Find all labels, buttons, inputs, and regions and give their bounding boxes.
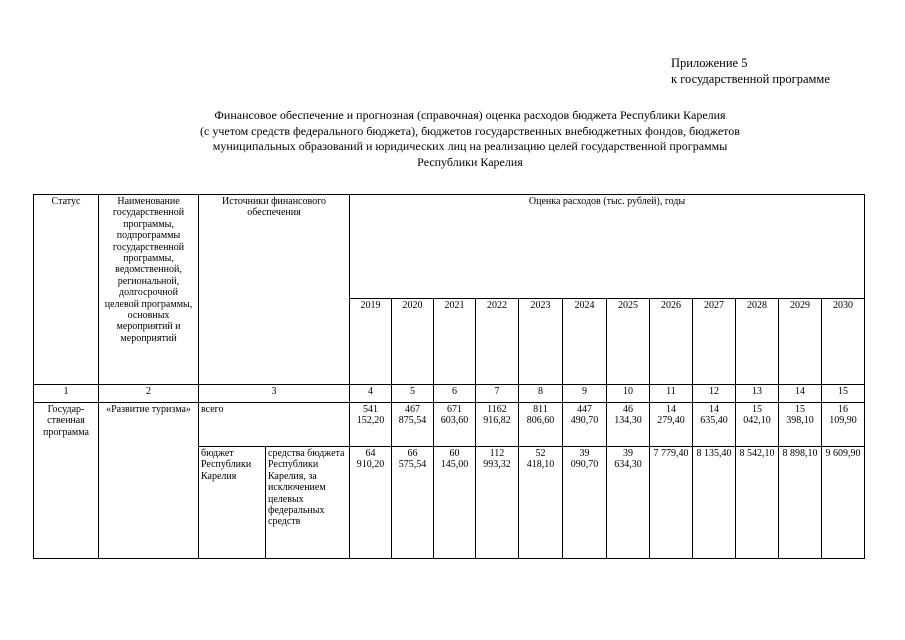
year-header: 2029 [779, 299, 822, 385]
budget-value: 112 993,32 [476, 447, 519, 559]
budget-value: 8 135,40 [693, 447, 736, 559]
column-numbers-row [34, 385, 865, 403]
column-number: 3 [199, 385, 350, 403]
column-number: 15 [822, 385, 865, 403]
appendix-line-2: к государственной программе [671, 72, 830, 86]
column-number: 14 [779, 385, 822, 403]
table-row-total [34, 403, 865, 447]
title-line-3: муниципальных образований и юридических лиц на реализацию целей государственной программы [212, 139, 728, 153]
total-value: 15 398,10 [779, 403, 822, 447]
budget-value: 64 910,20 [350, 447, 392, 559]
column-number: 5 [392, 385, 434, 403]
year-header: 2022 [476, 299, 519, 385]
total-value: 541 152,20 [350, 403, 392, 447]
column-number: 1 [34, 385, 99, 403]
appendix-line-1: Приложение 5 [671, 56, 748, 70]
title-line-4: Республики Карелия [417, 154, 523, 169]
total-value: 811 806,60 [519, 403, 563, 447]
budget-value: 8 898,10 [779, 447, 822, 559]
budget-value: 60 145,00 [434, 447, 476, 559]
total-value: 447 490,70 [563, 403, 607, 447]
year-header: 2023 [519, 299, 563, 385]
title-line-1: Финансовое обеспечение и прогнозная (справочная) оценка расходов бюджета Республики Карелия [214, 108, 726, 122]
column-number: 13 [736, 385, 779, 403]
column-number: 6 [434, 385, 476, 403]
year-header: 2030 [822, 299, 865, 385]
document-title [120, 108, 820, 170]
column-number: 4 [350, 385, 392, 403]
budget-value: 39 090,70 [563, 447, 607, 559]
budget-value: 7 779,40 [650, 447, 693, 559]
total-value: 1162 916,82 [476, 403, 519, 447]
year-header: 2019 [350, 299, 392, 385]
source-detail: средства бюджета Республики Карелия, за исключением целевых федеральных средств [266, 447, 350, 559]
source-total: всего [199, 403, 350, 447]
program-name: «Развитие туризма» [99, 403, 199, 559]
program-status: Государ-ственная программа [34, 403, 99, 559]
title-line-2: (с учетом средств федерального бюджета), бюджетов государственных внебюджетных фондов, бюджетов [200, 123, 740, 138]
total-value: 14 635,40 [693, 403, 736, 447]
year-header: 2027 [693, 299, 736, 385]
budget-value: 52 418,10 [519, 447, 563, 559]
total-value: 671 603,60 [434, 403, 476, 447]
year-header: 2026 [650, 299, 693, 385]
total-value: 46 134,30 [607, 403, 650, 447]
column-number: 7 [476, 385, 519, 403]
total-value: 16 109,90 [822, 403, 865, 447]
year-header: 2024 [563, 299, 607, 385]
budget-value: 39 634,30 [607, 447, 650, 559]
year-header: 2028 [736, 299, 779, 385]
column-number: 10 [607, 385, 650, 403]
column-number: 2 [99, 385, 199, 403]
budget-table [33, 194, 865, 559]
total-value: 467 875,54 [392, 403, 434, 447]
year-header: 2025 [607, 299, 650, 385]
header-sources: Источники финансового обеспечения [199, 195, 350, 385]
column-number: 8 [519, 385, 563, 403]
column-number: 11 [650, 385, 693, 403]
appendix-label [671, 55, 830, 87]
total-value: 14 279,40 [650, 403, 693, 447]
year-header: 2020 [392, 299, 434, 385]
year-header: 2021 [434, 299, 476, 385]
source-group: бюджет Республики Карелия [199, 447, 266, 559]
column-number: 12 [693, 385, 736, 403]
budget-value: 9 609,90 [822, 447, 865, 559]
header-estimate: Оценка расходов (тыс. рублей), годы [350, 195, 865, 299]
budget-value: 66 575,54 [392, 447, 434, 559]
total-value: 15 042,10 [736, 403, 779, 447]
header-name: Наименование государственной программы, подпрограммы государственной программы, ведомственной, региональной, долгосрочной целевой программы, основных мероприятий и мероприятий [99, 195, 199, 385]
column-number: 9 [563, 385, 607, 403]
budget-value: 8 542,10 [736, 447, 779, 559]
header-status: Статус [34, 195, 99, 385]
